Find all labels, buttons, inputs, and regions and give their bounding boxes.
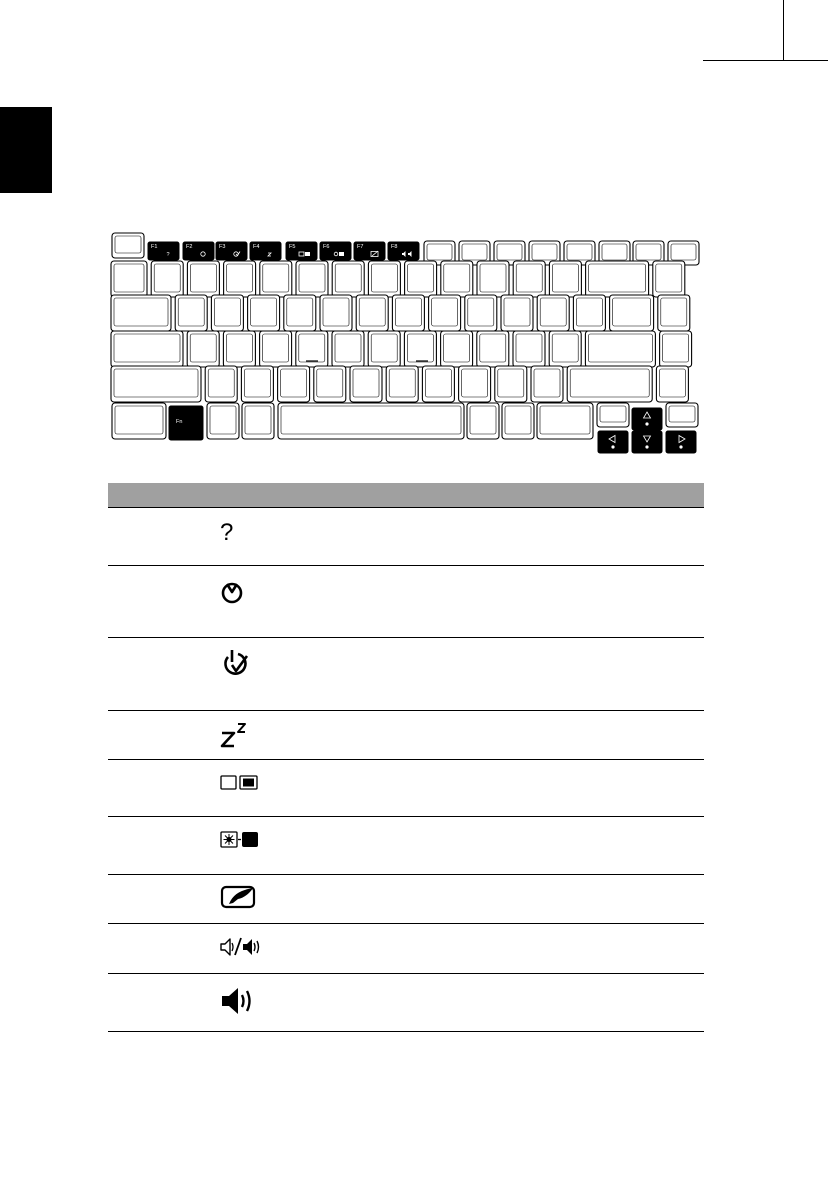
key-ctrl-right [597,403,629,427]
hotkey-row-speaker-toggle [108,924,704,974]
fn-key-label: Fn [176,419,183,425]
arrow-down-key [632,431,662,453]
key-pgup [666,403,698,427]
key-62 [495,366,527,402]
key-win-right [502,403,534,439]
key-10 [151,261,183,297]
hotkey-row-volume [108,974,704,1032]
key-46 [404,331,436,367]
key-50 [549,331,581,367]
key-16 [368,261,400,297]
key-13 [260,261,292,297]
fkey-f1 [148,242,179,260]
chapter-side-tab [0,107,52,193]
key-spacebar [278,403,464,439]
key-24 [111,295,171,331]
key-45 [368,331,400,367]
key-alt-left [242,403,274,439]
fkey-f5 [286,242,317,260]
key-53 [111,366,201,402]
fkey-label: F7 [357,244,364,250]
key-21 [549,261,581,297]
key-57 [314,366,346,402]
arrow-up-key [632,408,662,430]
crop-mark-vertical [783,0,784,60]
key-36 [573,295,605,331]
key-9 [111,261,147,297]
key-59 [386,366,418,402]
key-17 [405,261,437,297]
key-42 [260,331,292,367]
keyboard-diagram [108,228,704,458]
key-37 [610,295,654,331]
hotkey-row-display-toggle [108,760,704,817]
fkey-f4 [250,242,281,260]
fkey-f3 [216,242,247,260]
key-65 [656,366,688,402]
key-23 [653,261,685,297]
key-25 [175,295,207,331]
help-glyph: ? [220,519,234,546]
fkey-label: F5 [289,244,296,250]
fkey-label: F1 [151,244,158,250]
key-29 [320,295,352,331]
fkey-label: F6 [323,244,330,250]
key-51 [585,331,655,367]
table-header [108,483,704,508]
screen-blank-icon [220,830,260,850]
key-64 [567,366,652,402]
key-40 [187,331,219,367]
key-30 [356,295,388,331]
key-63 [531,366,563,402]
fkey-label: F4 [253,244,260,250]
key-49 [513,331,545,367]
key-27 [248,295,280,331]
key-48 [477,331,509,367]
key-34 [501,295,533,331]
fkey-label: F2 [186,244,193,250]
hotkey-row-system-property [108,566,704,638]
hotkey-table [108,483,704,1032]
key-43 [296,331,328,367]
arrow-left-key [598,431,628,453]
fkey-f2 [183,242,214,260]
display-toggle-icon [220,774,260,792]
keyboard-svg [108,228,704,458]
hotkey-row-power-scheme [108,638,704,711]
svg-text:?: ? [166,252,170,258]
key-20 [513,261,545,297]
key-menu [537,403,593,439]
key-15 [332,261,364,297]
key-11 [187,261,219,297]
hotkey-row-screen-blank [108,817,704,875]
key-47 [441,331,473,367]
key-22 [586,261,649,297]
fkey-label: F8 [391,244,398,250]
sleep-icon [220,721,250,749]
key-ctrl-left [112,403,166,439]
key-31 [392,295,424,331]
system-property-icon [220,580,246,604]
power-scheme-icon [220,648,250,678]
key-38 [658,295,690,331]
speaker-toggle-icon [220,937,264,957]
key-39 [111,331,183,367]
key-44 [332,331,364,367]
key-58 [350,366,382,402]
key-56 [278,366,310,402]
help-icon [167,252,170,258]
fkey-f8 [388,242,419,260]
key-14 [296,261,328,297]
key-12 [224,261,256,297]
touchpad-toggle-icon [220,885,258,909]
key-32 [429,295,461,331]
key-52 [660,331,692,367]
key-35 [537,295,569,331]
help-icon [220,520,233,546]
key-alt-right [467,403,499,439]
volume-icon [220,986,254,1016]
fkey-f6 [320,242,351,260]
key-19 [477,261,509,297]
key-60 [422,366,454,402]
key-61 [459,366,491,402]
hotkey-row-help [108,508,704,566]
key-28 [284,295,316,331]
fn-key [169,406,203,440]
key-26 [211,295,243,331]
key-33 [465,295,497,331]
arrow-right-key [666,431,696,453]
hotkey-row-sleep [108,711,704,760]
fkey-f7 [354,242,385,260]
key-win-left [207,403,239,439]
key-54 [205,366,237,402]
key-41 [223,331,255,367]
key-55 [241,366,273,402]
hotkey-row-touchpad-toggle [108,875,704,924]
key-esc [112,233,144,258]
crop-mark-horizontal [703,60,828,61]
key-18 [441,261,473,297]
fkey-label: F3 [219,244,226,250]
